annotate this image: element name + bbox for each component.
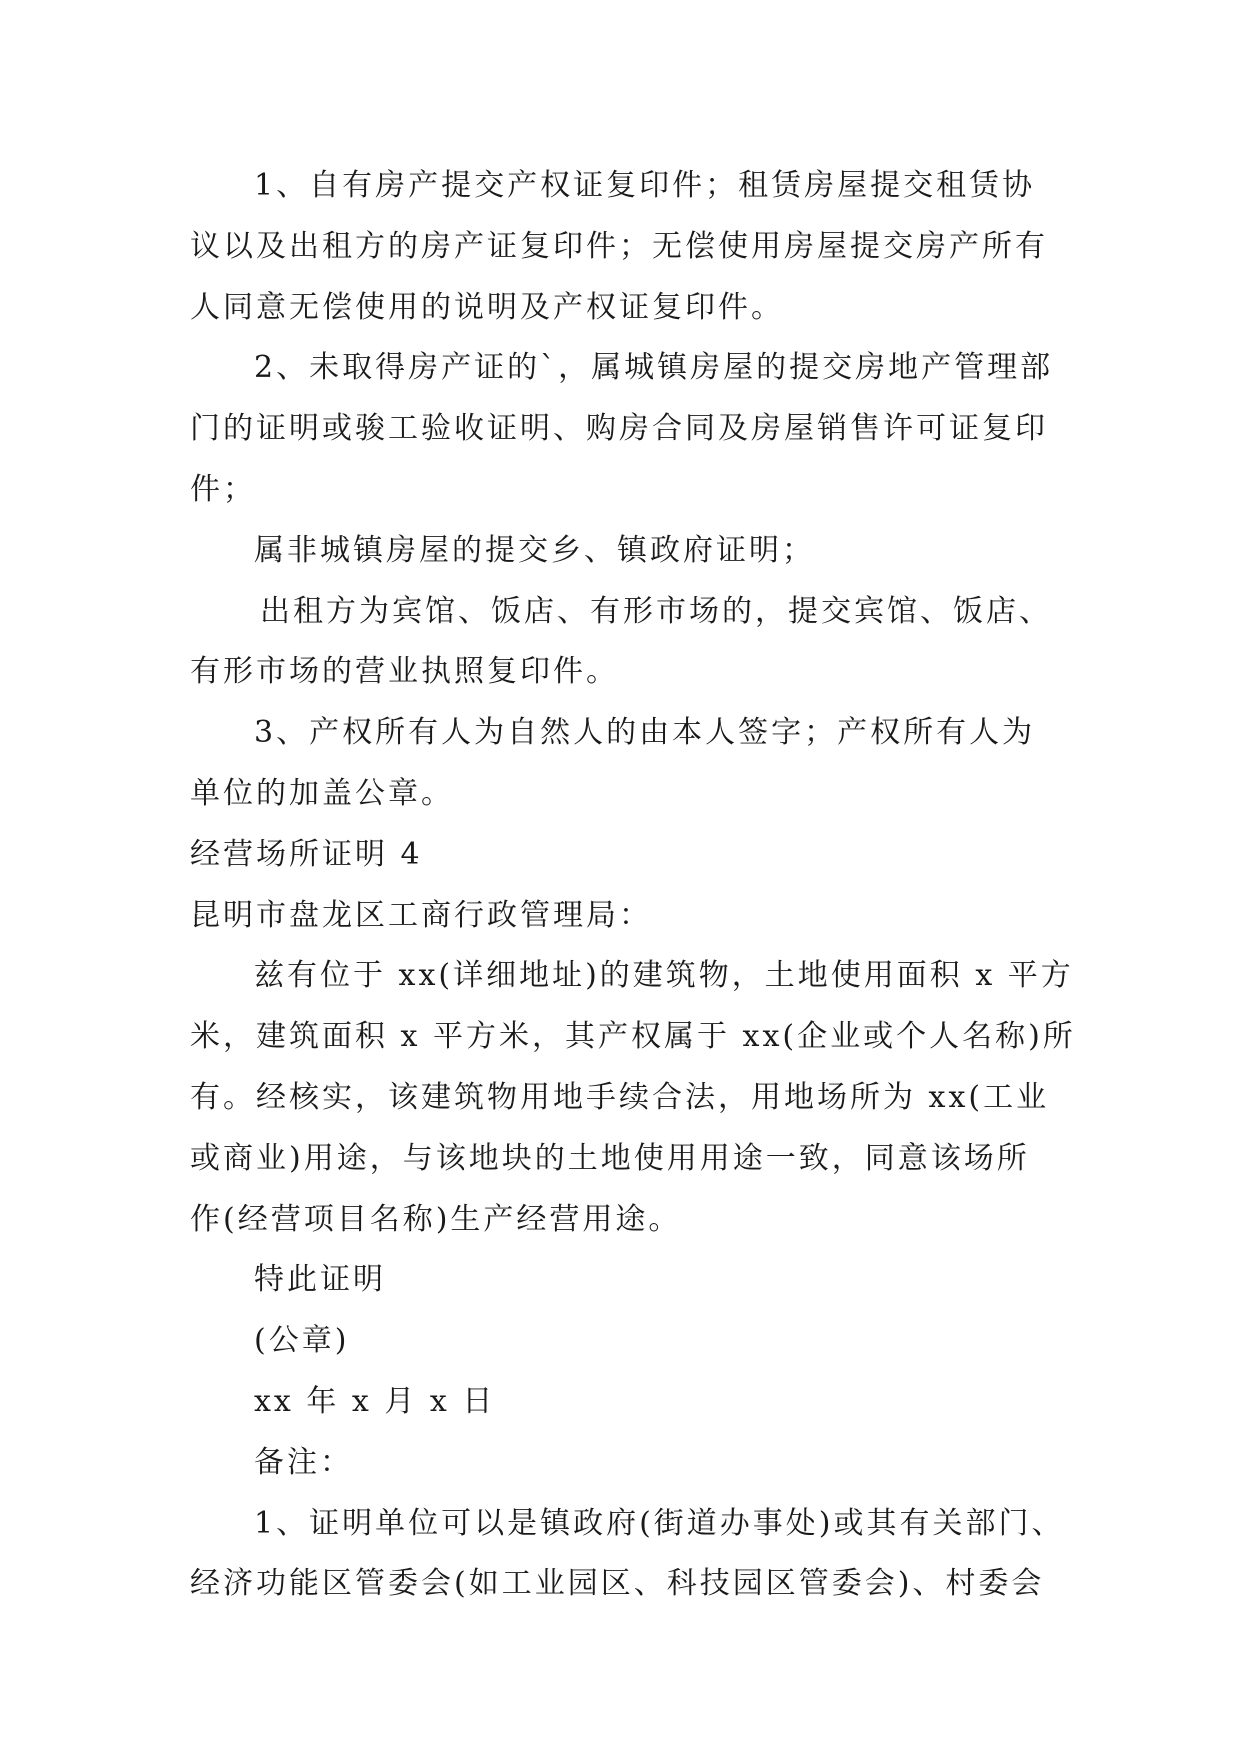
paragraph-line: 单位的加盖公章。 xyxy=(190,775,454,811)
paragraph-line: 2、未取得房产证的`，属城镇房屋的提交房地产管理部 xyxy=(254,350,1054,386)
paragraph-line: 作(经营项目名称)生产经营用途。 xyxy=(190,1201,682,1237)
paragraph-line: 有形市场的营业执照复印件。 xyxy=(190,654,619,690)
paragraph-line: 件； xyxy=(190,471,256,507)
paragraph-line: 属非城镇房屋的提交乡、镇政府证明； xyxy=(254,532,815,568)
addressee: 昆明市盘龙区工商行政管理局： xyxy=(190,897,652,933)
section-heading: 经营场所证明 4 xyxy=(190,836,423,872)
remarks-heading: 备注： xyxy=(254,1444,353,1480)
paragraph-line: 门的证明或骏工验收证明、购房合同及房屋销售许可证复印 xyxy=(190,411,1048,447)
closing-statement: 特此证明 xyxy=(254,1262,386,1298)
date-line: xx 年 x 月 x 日 xyxy=(254,1383,496,1419)
paragraph-line: 1、自有房产提交产权证复印件；租赁房屋提交租赁协 xyxy=(254,168,1036,203)
paragraph-line: 1、证明单位可以是镇政府(街道办事处)或其有关部门、 xyxy=(254,1505,1065,1541)
paragraph-line: 经济功能区管委会(如工业园区、科技园区管委会)、村委会 xyxy=(190,1566,1045,1602)
paragraph-line: 3、产权所有人为自然人的由本人签字；产权所有人为 xyxy=(254,715,1036,751)
paragraph-line: 米，建筑面积 x 平方米，其产权属于 xx(企业或个人名称)所 xyxy=(190,1019,1076,1055)
paragraph-line: 议以及出租方的房产证复印件；无偿使用房屋提交房产所有 xyxy=(190,228,1048,264)
paragraph-line: 有。经核实，该建筑物用地手续合法，用地场所为 xx(工业 xyxy=(190,1079,1050,1115)
seal-placeholder: (公章) xyxy=(254,1323,350,1359)
document-page xyxy=(190,156,1076,1615)
paragraph-line: 出租方为宾馆、饭店、有形市场的，提交宾馆、饭店、 xyxy=(260,593,1052,629)
paragraph-line: 兹有位于 xx(详细地址)的建筑物，土地使用面积 x 平方 xyxy=(254,958,1074,994)
paragraph-line: 人同意无偿使用的说明及产权证复印件。 xyxy=(190,289,784,325)
paragraph-line: 或商业)用途，与该地块的土地使用用途一致，同意该场所 xyxy=(190,1140,1030,1176)
